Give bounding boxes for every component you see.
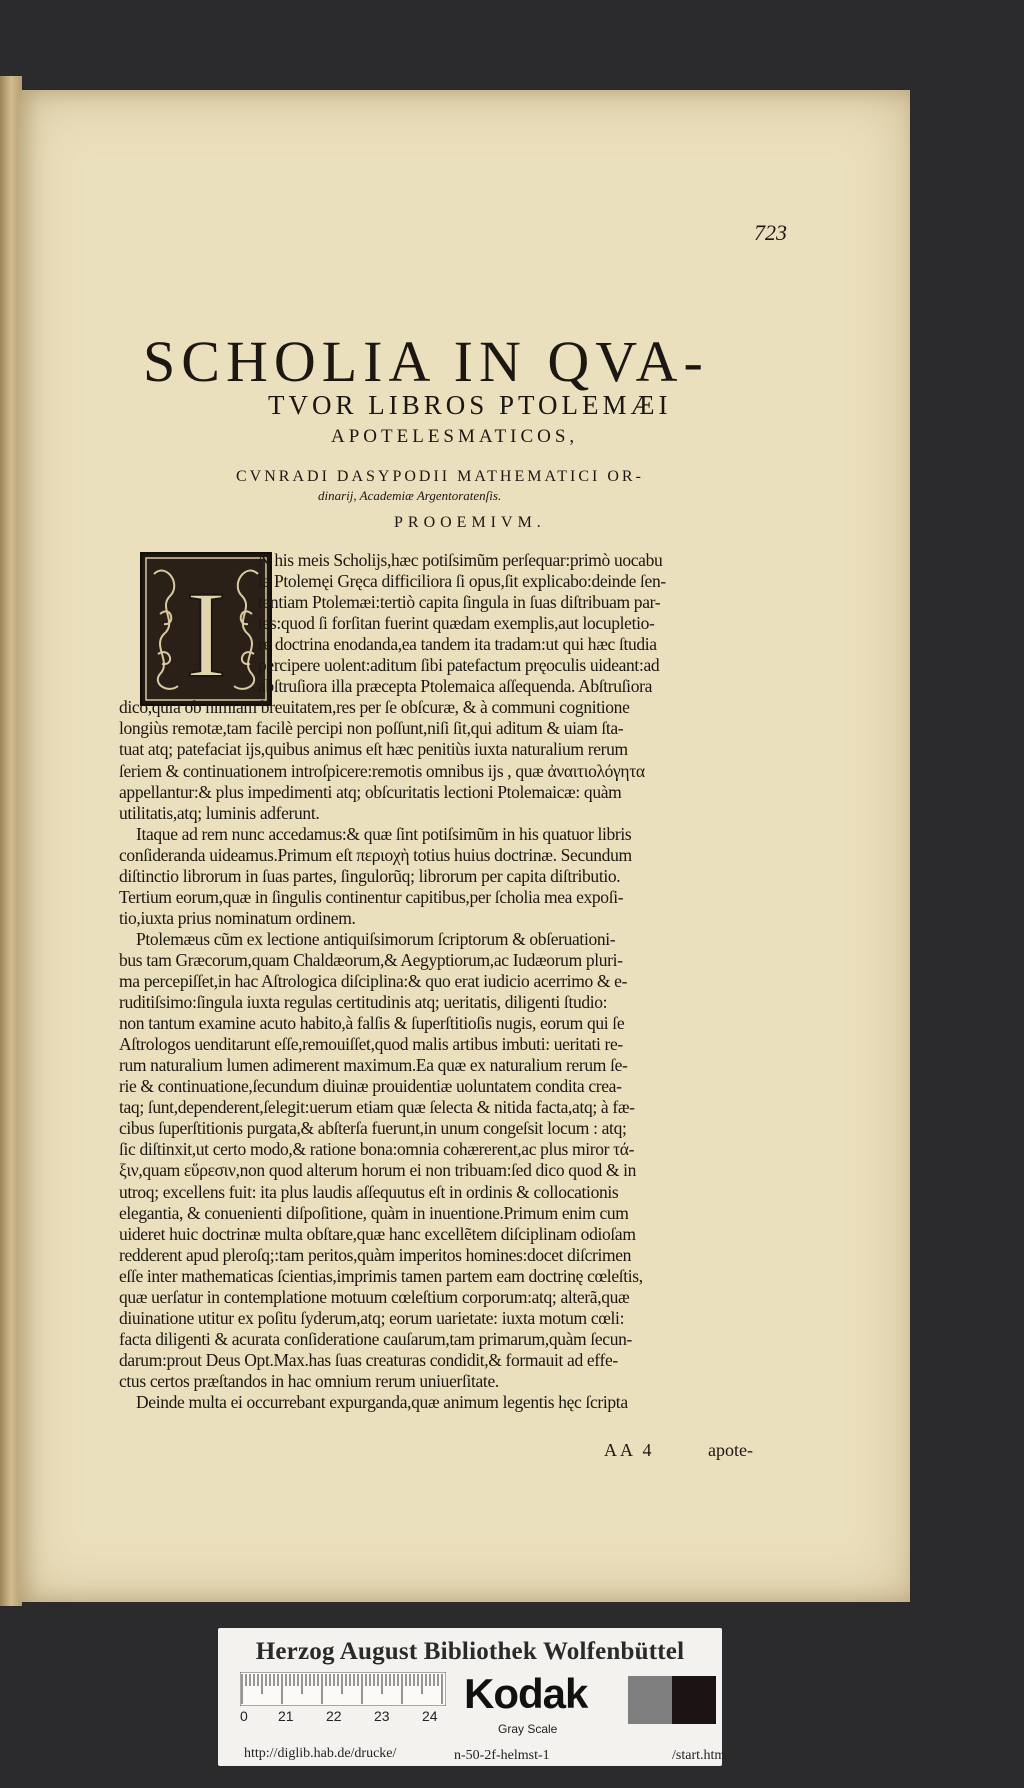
text-line: eſſe inter mathematicas ſcientias,imprimis tamen partem eam doctrinę cœleſtis, — [119, 1265, 643, 1286]
text-line: Ptolemæus cũm ex lectione antiquiſsimorum ſcriptorum & obſeruationi- — [136, 928, 616, 949]
gray-patch — [628, 1676, 672, 1724]
page-number: 723 — [754, 220, 787, 245]
ruler-number: 23 — [374, 1708, 390, 1724]
text-line: non tantum examine acuto habito,à falſis & ſuperſtitioſis nugis, eorum qui ſe — [119, 1013, 625, 1034]
text-line: bus tam Græcorum,quam Chaldæorum,& Aegyptiorum,ac Iudæorum pluri- — [119, 949, 623, 970]
text-line: longiùs remotæ,tam facilè percipi non poſſunt,niſi ſit,qui aditum & uiam ſta- — [119, 718, 624, 739]
kodak-logo: Kodak — [464, 1670, 588, 1717]
drop-cap-letter: I — [185, 566, 227, 703]
text-line: cibus ſuperſtitionis purgata,& abſterſa fuerunt,in unum congeſsit locum : atq; — [119, 1118, 627, 1139]
color-calibration-card — [218, 1628, 726, 1766]
title-line-1: SCHOLIA IN QVA- — [143, 329, 709, 394]
text-line: la Ptolemęi Gręca difficiliora ſi opus,ſit explicabo:deinde ſen- — [258, 571, 666, 592]
text-line: redderent apud pleroſq;:tam peritos,quàm imperitos homines:docet diſcrimen — [119, 1244, 632, 1265]
author-line-1: CVNRADI DASYPODII MATHEMATICI OR- — [236, 468, 644, 485]
text-line: Aſtrologos uenditarunt eſſe,remouiſſet,quod malis artibus imbuti: ueritati re- — [119, 1034, 623, 1055]
text-line: appellantur:& plus impedimenti atq; obſcuritatis lectioni Ptolemaicæ: quàm — [119, 781, 622, 802]
title-line-3: APOTELESMATICOS, — [331, 426, 579, 447]
url-identifier: n-50-2f-helmst-1 — [454, 1748, 550, 1763]
ruler-icon — [240, 1672, 446, 1706]
text-line: rum naturalium lumen adimerent maximum.Ea quæ ex naturalium rerum ſe- — [119, 1055, 628, 1076]
gray-scale-label: Gray Scale — [498, 1722, 558, 1736]
url-suffix: /start.htm — [672, 1748, 726, 1763]
book-page — [18, 90, 910, 1602]
library-name: Herzog August Bibliothek Wolfenbüttel — [255, 1638, 685, 1665]
text-line: ctus certos præſtandos in hac omnium rerum uniuerſitate. — [119, 1370, 499, 1391]
text-line: Itaque ad rem nunc accedamus:& quæ ſint potiſsimũm in his quatuor libris — [136, 823, 632, 844]
text-line: abſtruſiora illa præcepta Ptolemaica aſſequenda. Abſtruſiora — [258, 676, 652, 697]
catchword: apote- — [708, 1440, 753, 1460]
text-line: Deinde multa ei occurrebant expurganda,quæ animum legentis hęc ſcripta — [136, 1392, 628, 1412]
text-line: dico,quia ob nimiam breuitatem,res per ſe obſcuræ, & à communi cognitione — [119, 697, 630, 718]
text-line: elegantia, & conuenienti diſpoſitione, quàm in inuentione.Primum enim cum — [119, 1202, 629, 1223]
text-line: conſideranda uideamus.Primum eſt περιοχὴ totius huius doctrinæ. Secundum — [119, 844, 632, 865]
text-line: tentiam Ptolemæi:tertiò capita ſingula in ſuas diſtribuam par- — [258, 592, 661, 613]
author-line-2: dinarij, Academiæ Argentoratenſis. — [318, 488, 502, 503]
text-line: tes:quod ſi forſitan fuerint quædam exemplis,aut locupletio- — [258, 613, 655, 634]
text-line: diſtinctio librorum in ſuas partes, ſingulorũq; librorum per capita diſtributio. — [119, 865, 621, 886]
ruler-number: 0 — [240, 1708, 248, 1724]
text-line: percipere uolent:aditum ſibi patefactum pręoculis uideant:ad — [258, 655, 660, 676]
text-line: utroq; excellens fuit: ita plus laudis aſſequutus eſt in ordinis & collocationis — [119, 1181, 619, 1202]
text-line: ſeriem & continuationem introſpicere:remotis omnibus ijs , quæ ἀναιτιολόγητα — [119, 760, 645, 781]
text-line: ma percepiſſet,in hac Aſtrologica diſciplina:& quo erat iudicio acerrimo & e- — [119, 971, 628, 991]
text-line: utilitatis,atq; luminis adferunt. — [119, 802, 320, 823]
text-line: tio,iuxta prius nominatum ordinem. — [119, 907, 356, 928]
ruler-number: 21 — [278, 1708, 294, 1724]
ruler-number: 24 — [422, 1708, 438, 1724]
text-line: ruditiſsimo:ſingula iuxta regulas certitudinis atq; ueritatis, diligenti ſtudio: — [119, 992, 608, 1013]
url-base: http://diglib.hab.de/drucke/ — [244, 1746, 397, 1761]
text-line: ſic diſtinxit,ut certo modo,& ratione bona:omnia cohærerent,ac plus miror τά- — [119, 1139, 635, 1160]
text-line: diuinatione utitur ex poſitu ſyderum,atq; eorum uarietate: iuxta motum cœli: — [119, 1307, 625, 1328]
text-line: quæ uerſatur in contemplatione motuum cœleſtium corporum:atq; alterã,quæ — [119, 1286, 630, 1307]
text-line: N his meis Scholijs,hæc potiſsimũm perſequar:primò uocabu — [258, 550, 663, 570]
text-line: rie & continuatione,ſecundum diuinæ prouidentiæ uoluntatem condita crea- — [119, 1076, 622, 1097]
text-line: taq; ſunt,dependerent,ſelegit:uerum etiam quæ ſelecta & nitida facta,atq; à fæ- — [119, 1097, 635, 1118]
text-line: ξιν,quam εὕρεσιν,non quod alterum horum ei non tribuam:ſed dico quod & in — [119, 1160, 637, 1181]
text-line: Tertium eorum,quæ in ſingulis continentur capitibus,per ſcholia mea expoſi- — [119, 886, 624, 907]
signature-mark: AA 4 — [604, 1440, 655, 1460]
text-line: darum:prout Deus Opt.Max.has ſuas creaturas condidit,& formauit ad effe- — [119, 1349, 618, 1370]
text-line: tuat atq; patefaciat ijs,quibus animus eſt hæc penitiùs iuxta naturalium rerum — [119, 739, 628, 760]
body-text — [18, 90, 910, 1602]
section-heading: PROOEMIVM. — [394, 514, 546, 531]
title-line-2: TVOR LIBROS PTOLEMÆI — [268, 390, 672, 420]
ruler-number: 22 — [326, 1708, 342, 1724]
text-line: re doctrina enodanda,ea tandem ita tradam:ut qui hæc ſtudia — [258, 634, 657, 655]
black-patch — [672, 1676, 716, 1724]
text-line: facta diligenti & acurata conſideratione cauſarum,tam primarum,quàm ſecun- — [119, 1328, 632, 1349]
text-line: uideret huic doctrinæ multa obſtare,quæ hanc excellẽtem diſciplinam odioſam — [119, 1223, 636, 1244]
